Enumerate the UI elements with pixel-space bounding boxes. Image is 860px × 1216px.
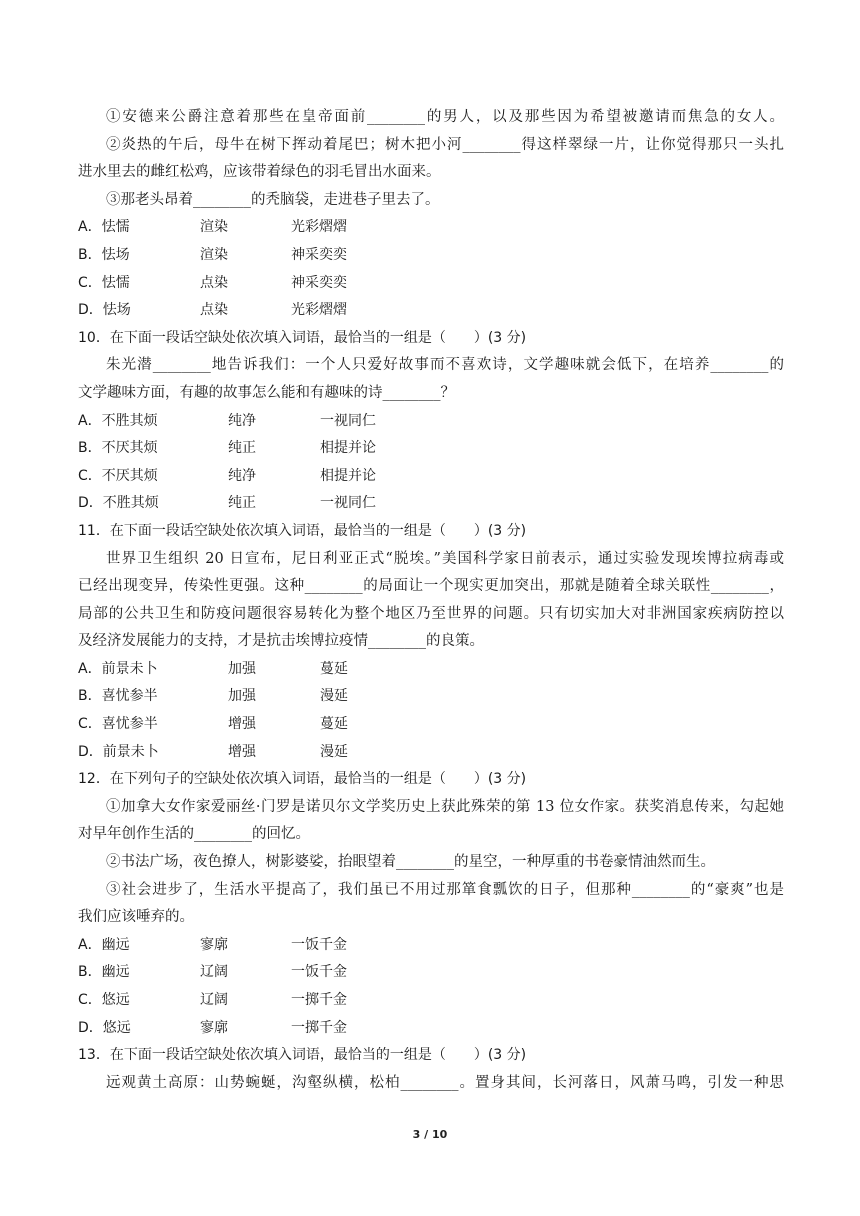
q10-option-b: B．不厌其烦 纯正 相提并论: [78, 440, 376, 457]
q11-option-c: C．喜忧参半 增强 蔓延: [78, 716, 348, 733]
q13-heading: 13．在下面一段话空缺处依次填入词语，最恰当的一组是（ ）(3 分): [78, 1047, 527, 1064]
q12-sentence-3-cont: 我们应该唾弃的。: [78, 909, 194, 926]
q11-option-a: A．前景未卜 加强 蔓延: [78, 660, 348, 677]
q10-option-a: A．不胜其烦 纯净 一视同仁: [78, 412, 376, 429]
q11-option-b: B．喜忧参半 加强 漫延: [78, 688, 348, 705]
q9-option-c: C．怯懦 点染 神采奕奕: [78, 274, 347, 291]
q10-passage-2: 文学趣味方面，有趣的故事怎么能和有趣味的诗________？: [78, 384, 455, 401]
q11-passage-4: 及经济发展能力的支持，才是抗击埃博拉疫情________的良策。: [78, 633, 484, 650]
q9-sentence-2: ②炎热的午后，母牛在树下挥动着尾巴；树木把小河________得这样翠绿一片，让你觉得那只一头扎: [106, 136, 784, 153]
q11-passage-1: 世界卫生组织 20 日宣布，尼日利亚正式“脱埃。”美国科学家日前表示，通过实验发现埃博拉病毒或: [106, 550, 784, 567]
q12-sentence-1-cont: 对早年创作生活的________的回忆。: [78, 826, 310, 843]
q10-passage-1: 朱光潜________地告诉我们：一个人只爱好故事而不喜欢诗，文学趣味就会低下，在培养________的: [106, 357, 784, 374]
q10-option-d: D．不胜其烦 纯正 一视同仁: [78, 495, 376, 512]
q12-sentence-2: ②书法广场，夜色撩人，树影婆娑，抬眼望着________的星空，一种厚重的书卷豪情油然而生。: [106, 854, 715, 871]
q9-option-a: A．怯懦 渲染 光彩熠熠: [78, 219, 347, 236]
q11-passage-2: 已经出现变异，传染性更强。这种________的局面让一个现实更加突出，那就是随着全球关联性________，: [78, 578, 784, 595]
q9-option-d: D．怯场 点染 光彩熠熠: [78, 302, 347, 319]
q11-heading: 11．在下面一段话空缺处依次填入词语，最恰当的一组是（ ）(3 分): [78, 522, 527, 539]
q10-heading: 10．在下面一段话空缺处依次填入词语，最恰当的一组是（ ）(3 分): [78, 329, 527, 346]
q12-sentence-3: ③社会进步了，生活水平提高了，我们虽已不用过那箪食瓢饮的日子，但那种________的“豪爽”也是: [106, 881, 784, 898]
q9-sentence-1: ①安德来公爵注意着那些在皇帝面前________的男人，以及那些因为希望被邀请而焦急的女人。: [106, 109, 784, 125]
exam-page-body: [78, 104, 784, 1097]
q9-sentence-2-cont: 进水里去的雌红松鸡，应该带着绿色的羽毛冒出水面来。: [78, 164, 441, 181]
q12-option-d: D．悠远 寥廓 一掷千金: [78, 1019, 347, 1036]
q11-passage-3: 局部的公共卫生和防疫问题很容易转化为整个地区乃至世界的问题。只有切实加大对非洲国家疾病防控以: [78, 605, 784, 622]
q12-option-a: A．幽远 寥廓 一饭千金: [78, 936, 347, 953]
q9-sentence-3: ③那老头昂着________的秃脑袋，走进巷子里去了。: [106, 191, 440, 208]
q11-option-d: D．前景未卜 增强 漫延: [78, 743, 348, 760]
q12-heading: 12．在下列句子的空缺处依次填入词语，最恰当的一组是（ ）(3 分): [78, 771, 527, 788]
q13-passage-1: 远观黄土高原：山势蜿蜒，沟壑纵横，松柏________。置身其间，长河落日，风萧马鸣，引发一种思: [106, 1074, 784, 1091]
page-number: 3 / 10: [412, 1128, 448, 1141]
q12-option-c: C．悠远 辽阔 一掷千金: [78, 992, 347, 1008]
q9-option-b: B．怯场 渲染 神采奕奕: [78, 246, 347, 263]
q10-option-c: C．不厌其烦 纯净 相提并论: [78, 467, 376, 484]
q12-sentence-1: ①加拿大女作家爱丽丝·门罗是诺贝尔文学奖历史上获此殊荣的第 13 位女作家。获奖消息传来，勾起她: [106, 798, 784, 815]
q12-option-b: B．幽远 辽阔 一饭千金: [78, 964, 347, 981]
